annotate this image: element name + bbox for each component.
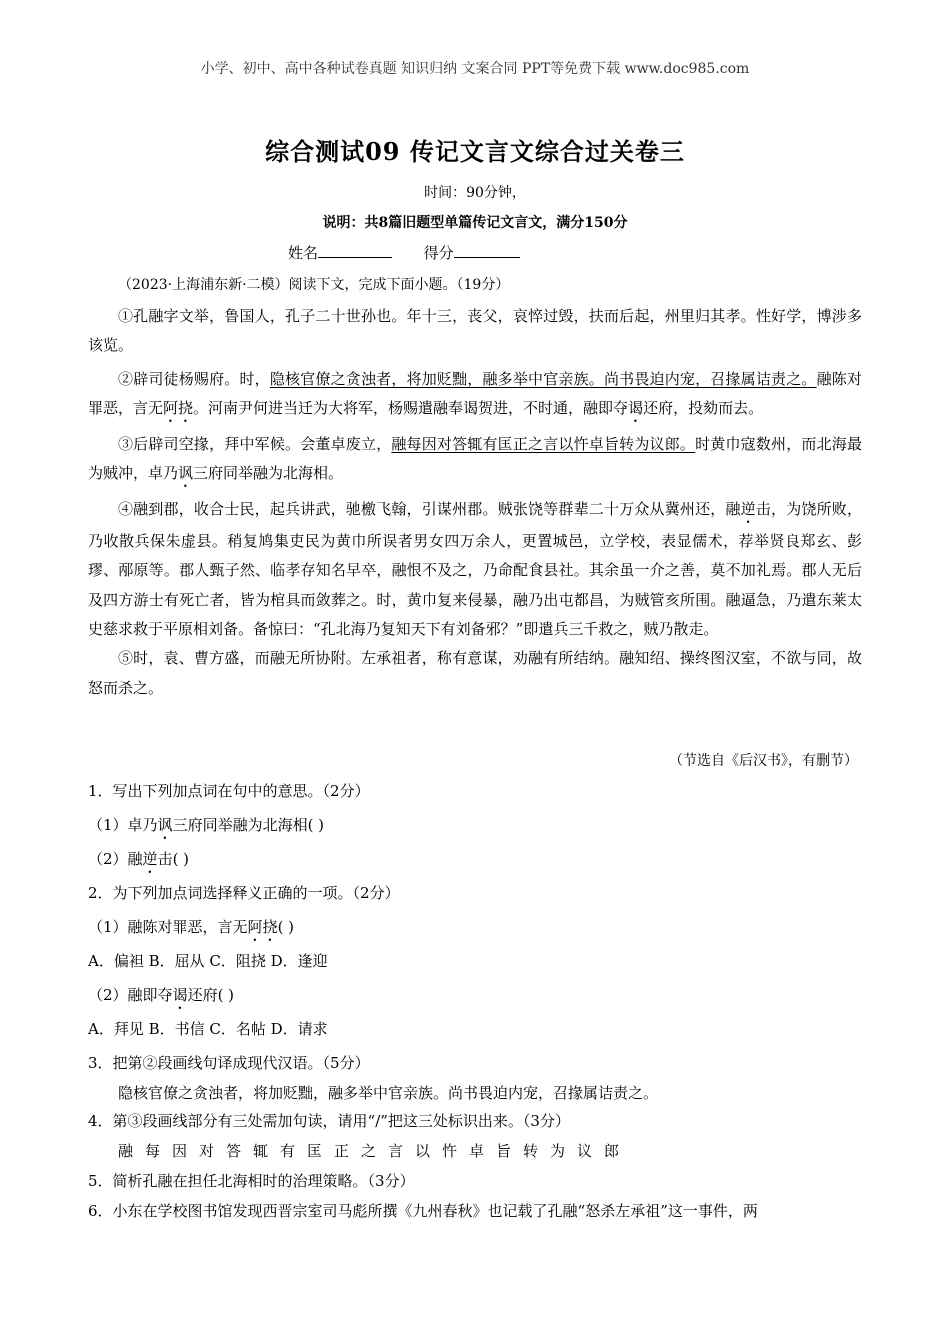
paragraph-4: ④融到郡，收合士民，起兵讲武，驰檄飞翰，引谋州郡。贼张饶等群辈二十万众从冀州还，融逆击，为饶所败，乃收散兵保朱虚县。稍复鸠集吏民为黄巾所误者男女四万余人，更置城邑，立学校，表显儒术，荐举贤良郑玄、彭璆、邴原等。郡人甄子然、临孝存知名早卒，融恨不及之，乃命配食县社。其余虽一介之善，莫不加礼焉。郡人无后及四方游士有死亡者，皆为棺具而敛葬之。时，黄巾复来侵暴，融乃出屯都昌，为贼管亥所围。融逼急，乃遣东莱太史慈求救于平原相刘备。备惊曰：“孔北海乃复知天下有刘备邪？”即遣兵三千救之，贼乃散走。 — [88, 500, 862, 639]
paragraph-3: ③后辟司空掾，拜中军候。会董卓废立，融每因对答辄有匡正之言以忤卓旨转为议郎。时黄巾寇数州，而北海最为贼冲，卓乃讽三府同举融为北海相。 — [88, 434, 862, 483]
question-4-text: 融每因对答辄有匡正之言以忤卓旨转为议郎 — [118, 1142, 632, 1160]
question-4: 4．第③段画线部分有三处需加句读，请用“/”把这三处标识出来。（3分） — [88, 1112, 570, 1130]
question-5: 5．简析孔融在担任北海相时的治理策略。（3分） — [88, 1172, 415, 1190]
dotted-word: 阿挠 — [163, 398, 194, 417]
question-3-text: 隐核官僚之贪浊者，将加贬黜，融多举中官亲族。尚书畏迫内宠，召掾属诘责之。 — [118, 1084, 659, 1102]
exam-note: 说明：共8篇旧题型单篇传记文言文，满分150分 — [322, 215, 628, 231]
time-limit: 时间：90分钟， — [424, 185, 526, 201]
page-title: 综合测试09 传记文言文综合过关卷三 — [265, 137, 685, 166]
question-2-options-1: A．偏袒 B．屈从 C．阻挠 D．逢迎 — [88, 952, 328, 970]
question-1-item-2: （2）融逆击( ) — [88, 850, 190, 868]
dotted-word: 谒 — [172, 986, 188, 1004]
source-citation: （节选自《后汉书》，有删节） — [669, 753, 858, 769]
question-6: 6．小东在学校图书馆发现西晋宗室司马彪所撰《九州春秋》也记载了孔融“怒杀左承祖”这一事件，两 — [88, 1202, 758, 1220]
dotted-word: 逆 — [740, 500, 756, 519]
name-score-row — [288, 242, 688, 263]
paragraph-1: ①孔融字文举，鲁国人，孔子二十世孙也。年十三，丧父，哀悴过毁，扶而后起，州里归其孝。性好学，博涉多该览。 — [88, 307, 862, 355]
question-2: 2．为下列加点词选择释义正确的一项。（2分） — [88, 884, 400, 902]
dotted-word: 阿挠 — [247, 918, 278, 936]
dotted-word: 讽 — [157, 816, 173, 834]
underlined-sentence: 融每因对答辄有匡正之言以忤卓旨转为议郎。 — [391, 434, 696, 453]
paragraph-2: ②辟司徒杨赐府。时，隐核官僚之贪浊者，将加贬黜，融多举中官亲族。尚书畏迫内宠，召掾属诘责之。融陈对罪恶，言无阿挠。河南尹何进当迁为大将军，杨赐遣融奉谒贺进，不时通，融即夺谒还府，投劾而去。 — [88, 369, 862, 417]
question-3: 3．把第②段画线句译成现代汉语。（5分） — [88, 1054, 370, 1072]
score-blank[interactable] — [454, 257, 520, 258]
name-blank[interactable] — [318, 257, 392, 258]
passage — [88, 302, 862, 703]
underlined-sentence: 隐核官僚之贪浊者，将加贬黜，融多举中官亲族。尚书畏迫内宠，召掾属诘责之。 — [269, 369, 817, 388]
question-2-options-2: A．拜见 B．书信 C．名帖 D．请求 — [88, 1020, 328, 1038]
question-1: 1．写出下列加点词在句中的意思。（2分） — [88, 782, 370, 800]
site-header: 小学、初中、高中各种试卷真题 知识归纳 文案合同 PPT等免费下载 www.doc985.com — [200, 61, 750, 77]
score-label: 得分 — [423, 244, 454, 262]
paragraph-5: ⑤时，袁、曹方盛，而融无所协附。左承祖者，称有意谋，劝融有所结纳。融知绍、操终图汉室，不欲与同，故怒而杀之。 — [88, 649, 862, 697]
name-label: 姓名 — [288, 244, 319, 262]
dotted-word: 逆 — [142, 850, 158, 868]
reading-intro: （2023·上海浦东新·二模）阅读下文，完成下面小题。（19分） — [118, 277, 510, 293]
question-2-item-1: （1）融陈对罪恶，言无阿挠( ) — [88, 918, 295, 936]
question-2-item-2: （2）融即夺谒还府( ) — [88, 986, 235, 1004]
dotted-word: 讽 — [178, 464, 194, 483]
dotted-word: 谒 — [628, 398, 644, 417]
question-1-item-1: （1）卓乃讽三府同举融为北海相( ) — [88, 816, 325, 834]
